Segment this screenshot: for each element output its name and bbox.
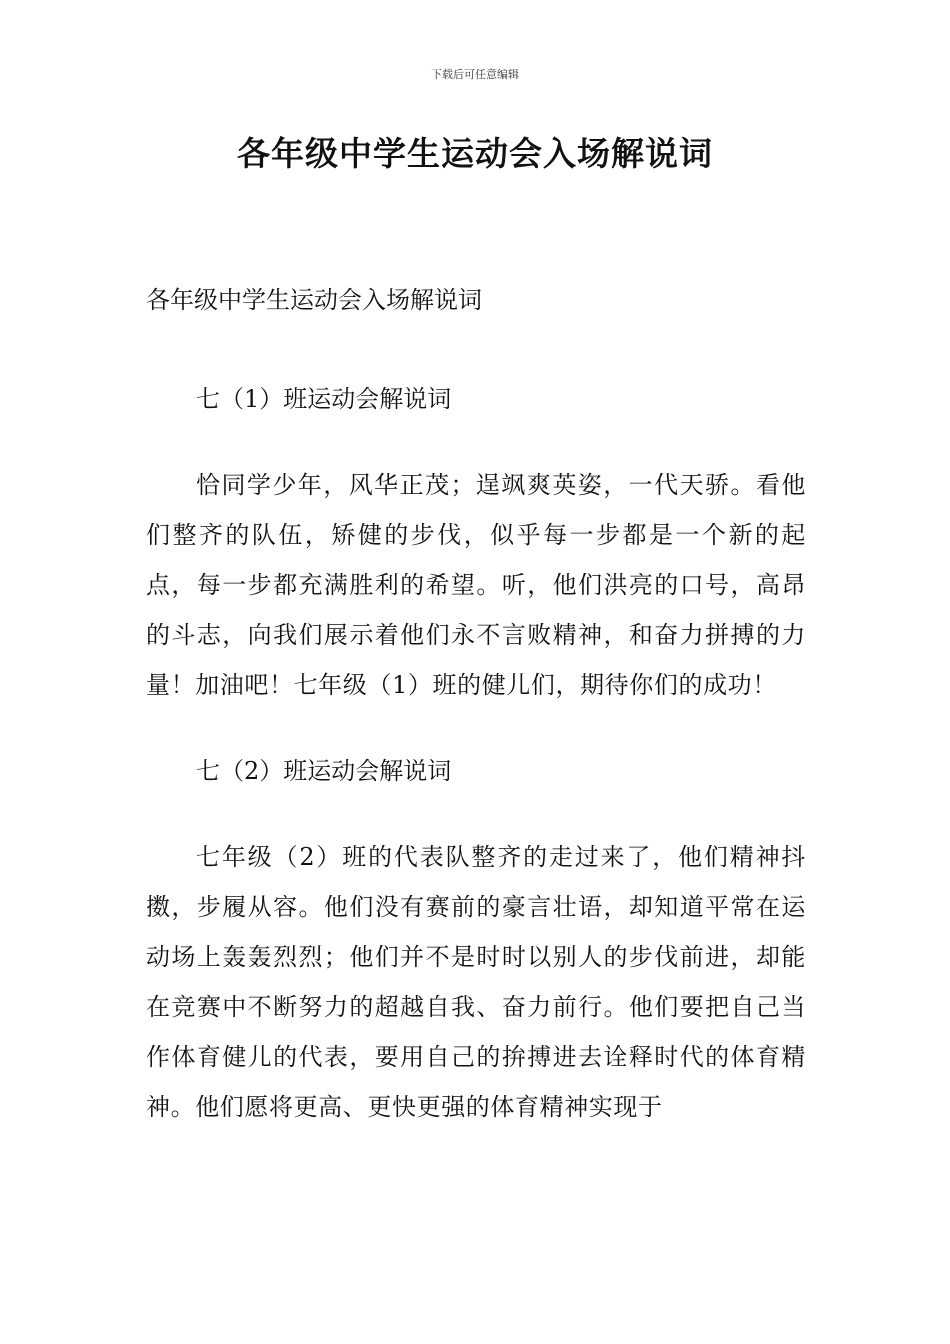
document-title: 各年级中学生运动会入场解说词 xyxy=(237,134,713,173)
section-body-class-7-2: 七年级（2）班的代表队整齐的走过来了，他们精神抖擞，步履从容。他们没有赛前的豪言壮语，却知道平常在运动场上轰轰烈烈；他们并不是时时以别人的步伐前进，却能在竞赛中不断努力的超越自我、奋力前行。他们要把自己当作体育健儿的代表，要用自己的拚搏进去诠释时代的体育精神。他们愿将更高、更快更强的体育精神实现于 xyxy=(146,843,806,1121)
section-heading-class-7-1: 七（1）班运动会解说词 xyxy=(196,385,452,413)
section-heading-class-7-2: 七（2）班运动会解说词 xyxy=(196,757,452,785)
section-body-class-7-1: 恰同学少年，风华正茂；逞飒爽英姿，一代天骄。看他们整齐的队伍，矫健的步伐，似乎每一步都是一个新的起点，每一步都充满胜利的希望。听，他们洪亮的口号，高昂的斗志，向我们展示着他们永不言败精神，和奋力拼搏的力量！加油吧！七年级（1）班的健儿们，期待你们的成功！ xyxy=(146,471,806,699)
document-subtitle: 各年级中学生运动会入场解说词 xyxy=(146,286,482,314)
document-body xyxy=(146,277,806,1132)
header-note: 下载后可任意编辑 xyxy=(431,68,519,81)
